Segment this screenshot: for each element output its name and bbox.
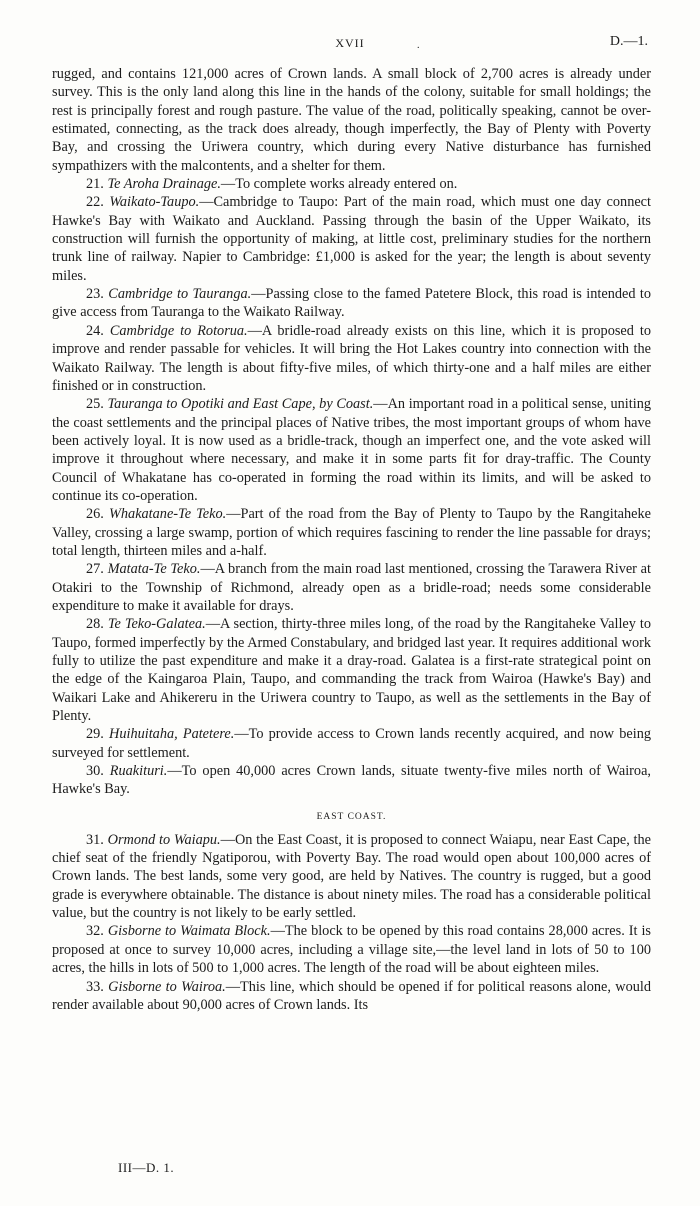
paragraph-title: Gisborne to Waimata Block.	[107, 923, 271, 940]
paragraph-number: 30.	[86, 763, 110, 780]
document-reference: D.—1.	[609, 34, 648, 49]
paragraph-number: 26.	[86, 506, 109, 523]
paragraph	[52, 725, 651, 762]
paragraph	[52, 615, 651, 725]
paragraph	[52, 322, 651, 395]
paragraph-number: 27.	[86, 561, 108, 578]
header-dot: .	[417, 40, 420, 51]
paragraph-title: Ormond to Waiapu.	[107, 831, 221, 848]
paragraph-number: 25.	[86, 396, 108, 413]
signature-mark: III—D. 1.	[118, 1160, 175, 1175]
paragraph-number: 32.	[86, 923, 108, 940]
paragraph-title: Waikato-Taupo.	[109, 194, 200, 211]
paragraph-title: Huihuitaha, Patetere.	[109, 726, 235, 743]
page-number: XVII	[335, 36, 365, 50]
paragraph	[52, 193, 651, 285]
paragraph-title: Matata-Te Teko.	[107, 561, 201, 578]
paragraph	[52, 762, 651, 799]
paragraph-text: —A branch from the main road last mentioned, crossing the Tarawera River at Otakiri to the Township of Richmond, already open as a bridle-road; needs some considerable expenditure to make it available for drays.	[52, 561, 652, 614]
paragraph-text: —A bridle-road already exists on this line, which it is proposed to improve and render passable for vehicles. It will bring the Hot Lakes country into connection with the Waikato Railway. The length is about fifty-five miles, of which thirty-one and a half miles are either finished or in construction.	[52, 322, 651, 394]
paragraph-number: 24.	[86, 322, 110, 339]
paragraph	[52, 285, 651, 322]
document-body	[52, 65, 651, 1014]
paragraph-number: 33.	[86, 978, 109, 995]
paragraph	[52, 922, 651, 977]
paragraph-title: Tauranga to Opotiki and East Cape, by Coast.	[107, 396, 374, 413]
paragraph-text: —To complete works already entered on.	[220, 176, 458, 193]
paragraph-number: 29.	[86, 726, 109, 743]
paragraph	[52, 978, 651, 1015]
paragraph	[52, 175, 651, 193]
paragraph-number: 22.	[86, 194, 110, 211]
paragraph-text: —On the East Coast, it is proposed to connect Waiapu, near East Cape, the chief seat of the friendly Ngatiporou, with Poverty Bay. The road would open about 100,000 acres of Crown lands. The best lands, some very good, are held by Natives. The country is rugged, but a good grade is everywhere obtainable. The distance is about ninety miles. The road has a considerable political value, but the country is not likely to be early settled.	[52, 831, 652, 922]
paragraph	[52, 65, 651, 175]
paragraph-title: Cambridge to Tauranga.	[108, 286, 252, 303]
paragraph-title: Te Teko-Galatea.	[107, 616, 206, 633]
paragraph-title: Cambridge to Rotorua.	[109, 322, 248, 339]
paragraph-number: 28.	[86, 616, 108, 633]
paragraph-text: —Passing close to the famed Patetere Block, this road is intended to give access from Tauranga to the Waikato Railway.	[52, 286, 652, 321]
paragraph-title: Whakatane-Te Teko.	[108, 506, 227, 523]
paragraph-text: rugged, and contains 121,000 acres of Crown lands. A small block of 2,700 acres is already under survey. This is the only land along this line in the hands of the colony, suitable for small holdings; the rest is principally forest and rough pasture. The value of the road, politically speaking, cannot be over-estimated, connecting, as the track does already, though imperfectly, the Bay of Plenty with Poverty Bay, and crossing the Uriwera country, which during every Native disturbance has furnished sympathizers with the malcontents, and a shelter for them.	[52, 66, 651, 174]
paragraph-number: 21.	[86, 176, 108, 193]
paragraph-title: Ruakituri.	[109, 763, 168, 780]
paragraph-number: 23.	[86, 286, 109, 303]
paragraph-text: —A section, thirty-three miles long, of the road by the Rangitaheke Valley to Taupo, formed imperfectly by the Armed Constabulary, and bridged last year. It requires additional work fully to utilize the past expenditure and make it a dray-road. Galatea is a first-rate strategical point on the edge of the Kaingaroa Plain, Taupo, and commanding the track from Wairoa (Hawke's Bay) and Waikari Lake and Ahikereru in the Uriwera country to Taupo, as well as the settlements in the Bay of Plenty.	[52, 616, 652, 725]
paragraph-text: —To open 40,000 acres Crown lands, situate twenty-five miles north of Wairoa, Hawke's Bay.	[52, 763, 651, 798]
paragraph-title: Te Aroha Drainage.	[107, 176, 221, 193]
paragraph-text: —Part of the road from the Bay of Plenty to Taupo by the Rangitaheke Valley, crossing a large swamp, portion of which requires fascining to render the line passable for drays; total length, thirteen miles and a-half.	[52, 506, 651, 559]
paragraph-group-main	[52, 65, 651, 799]
paragraph-text: —An important road in a political sense, uniting the coast settlements and the principal places of Native tribes, the most important groups of whom have been actively loyal. It is now used as a bridle-track, though an imperfect one, and the vote asked will improve it throughout where necessary, and make it in some parts fit for dray-traffic. The County Council of Whakatane has co-operated in forming the road within its limits, and will be asked to continue its co-operation.	[52, 396, 651, 504]
paragraph-text: —The block to be opened by this road contains 28,000 acres. It is proposed at once to survey 10,000 acres, including a village site,—the level land in lots of 50 to 100 acres, the hills in lots of 500 to 1,000 acres. The length of the road will be about eighteen miles.	[52, 923, 651, 977]
section-heading: EAST COAST.	[316, 811, 387, 822]
paragraph	[52, 831, 651, 923]
paragraph	[52, 505, 651, 560]
paragraph-text: —Cambridge to Taupo: Part of the main road, which must one day connect Hawke's Bay with Waikato and Auckland. Passing through the basin of the Upper Waikato, its construction will furnish the opportunity of making, at little cost, preliminary studies for the northern trunk line of railway. Napier to Cambridge: £1,000 is asked for the year; the length is about seventy miles.	[52, 194, 652, 284]
paragraph	[52, 395, 651, 505]
paragraph-number: 31.	[86, 831, 108, 848]
paragraph-group-east-coast	[52, 831, 651, 1014]
paragraph-text: —To provide access to Crown lands recently acquired, and now being surveyed for settlement.	[52, 726, 651, 761]
paragraph	[52, 560, 651, 615]
paragraph-title: Gisborne to Wairoa.	[108, 978, 226, 995]
paragraph-text: —This line, which should be opened if for political reasons alone, would render available about 90,000 acres of Crown lands. Its	[52, 978, 651, 1013]
